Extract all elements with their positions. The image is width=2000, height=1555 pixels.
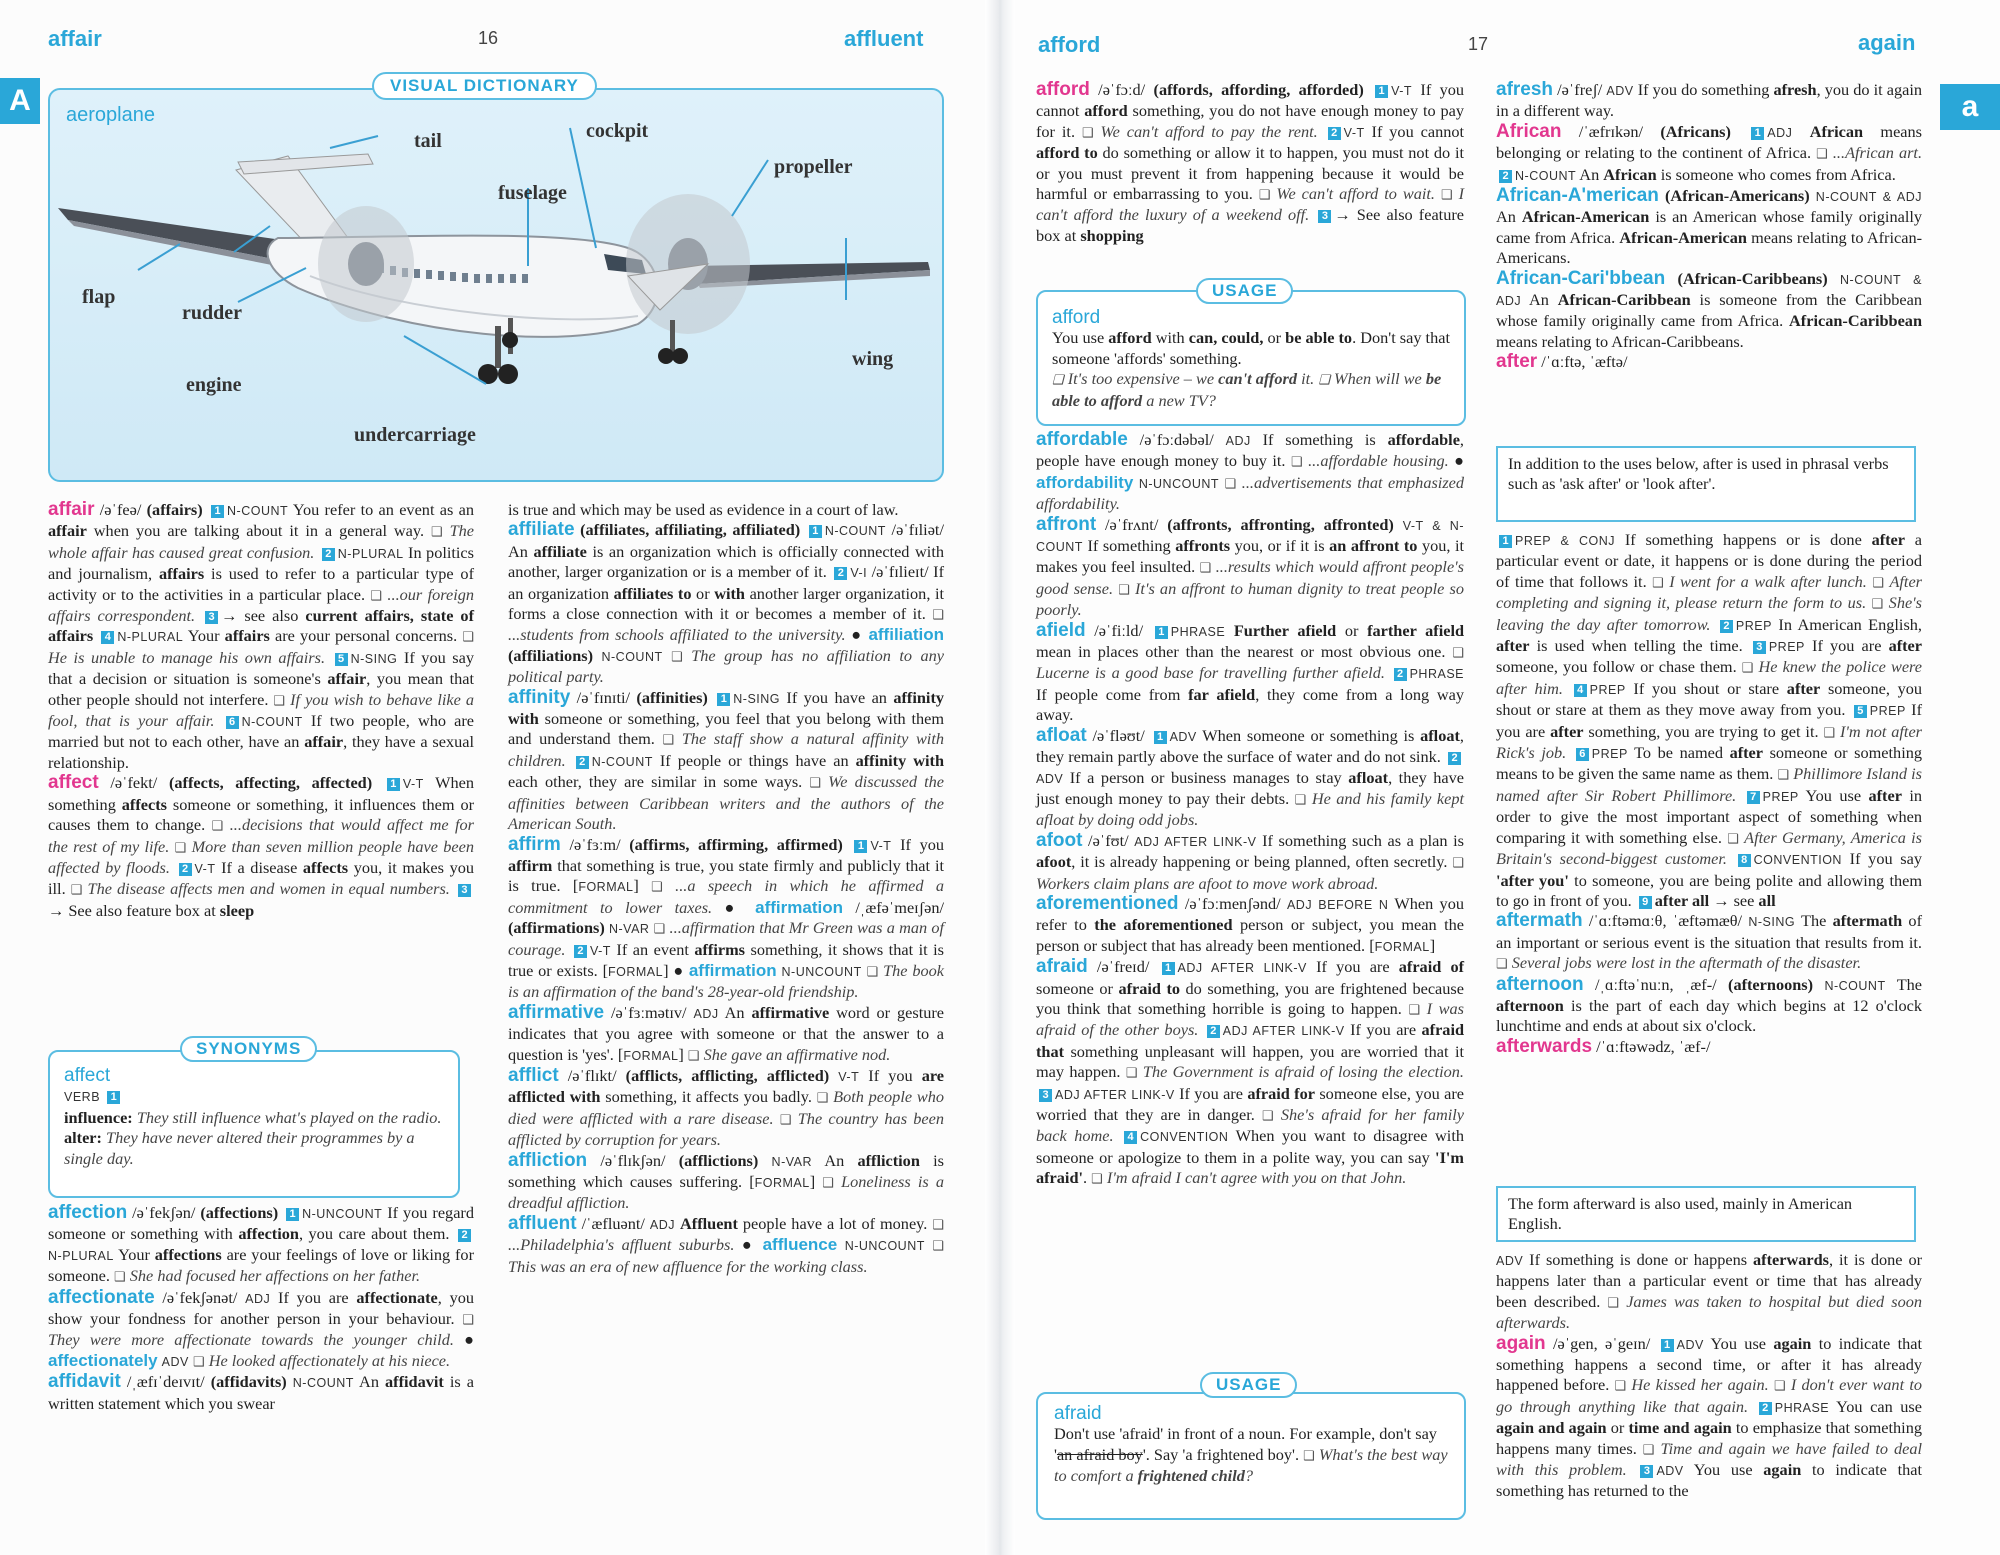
usage-afford-content: afford You use afford with can, could, or be able to. Don't say that someone 'affords' something. ❑ It's too expensive – we can't afford it. ❑ When will we be able to afford a new TV?: [1052, 307, 1450, 410]
synonyms-word: affect: [64, 1065, 111, 1086]
usage-afraid-ex1c: ?: [1244, 1466, 1254, 1486]
page-number-right: 17: [1468, 34, 1489, 54]
usage-afraid-ex1b: frightened child: [1137, 1466, 1245, 1486]
entry-afoot: afoot /əˈfʊt/ ADJ AFTER LINK-V If something such as a plan is afoot, it is already happening or being planned, often secretly. ❑ Workers claim plans are afoot to move work abroad.: [1036, 829, 1464, 893]
label-propeller: propeller: [774, 156, 853, 178]
entry-afield: afield /əˈfiːld/ 1 PHRASE Further afield or farther afield mean in places other than the nearest or most obvious one. ❑ Lucerne is a good base for travelling further afield. 2 PHRASE If people come from far afield, they come from a long way away.: [1036, 619, 1465, 725]
usage-afford-text7: . Don't say that someone 'affords' something.: [1052, 328, 1450, 368]
usage-afraid-ex1: What's the best way to comfort a: [1054, 1444, 1448, 1486]
synonyms-pos: VERB: [64, 1090, 101, 1105]
usage-afford-text6: be able to: [1285, 328, 1353, 348]
usage-afraid-strike: an afraid boy: [1056, 1444, 1143, 1464]
entry-afraid: afraid /əˈfreɪd/ 1 ADJ AFTER LINK-V If you are afraid of someone or afraid to do something, you are frightened because you think that something horrible is going to happen. ❑ I was afraid of the other boys. 2 ADJ AFTER LINK-V If you are afraid that something unpleasant will happen, you are worried that it may happen. ❑ The Government is afraid of losing the election. 3 ADJ AFTER LINK-V If you are afraid for someone else, you are worried that they are in danger. ❑ She's afraid for her family back home. 4 CONVENTION When you want to disagree with someone or apologize to them in a polite way, you can say 'I'm afraid'. ❑ I'm afraid I can't agree with you on that John.: [1036, 956, 1465, 1188]
usage-afford-text3: with: [1155, 328, 1185, 348]
usage-afford-text5: or: [1267, 328, 1282, 348]
label-flap: flap: [82, 286, 116, 308]
usage-afford-ex2: When will we: [1334, 369, 1422, 389]
entry-affidavit: affidavit /ˌæfɪˈdeɪvɪt/ (affidavits) N-COUNT An affidavit is a written statement which you swear: [48, 1371, 474, 1413]
label-rudder: rudder: [182, 302, 242, 324]
usage-afford-text4: can, could,: [1188, 328, 1264, 348]
entry-affront: affront /əˈfrʌnt/ (affronts, affronting, affronted) V-T & N-COUNT If something affronts you, or if it is an affront to you, it makes you feel insulted. ❑ ...results which would affront people's good sense. ❑ It's an affront to human dignity to treat people so poorly.: [1036, 513, 1465, 620]
page16-column1-continued: [48, 1203, 474, 1414]
usage-afford-text1: You use: [1052, 328, 1105, 348]
label-wing: wing: [852, 348, 894, 370]
label-undercarriage: undercarriage: [354, 424, 476, 446]
note-afterwards: The form afterward is also used, mainly in American English.: [1496, 1186, 1916, 1242]
entry-african-caribbean: African-Cari'bbean (African-Caribbeans) N-COUNT & ADJ An African-Caribbean is someone from the Caribbean whose family originally came from Africa. African-Caribbean means relating to African-Caribbeans.: [1496, 267, 1922, 351]
page17-column1-continued: [1036, 430, 1464, 1190]
synonyms-content: [64, 1066, 448, 1169]
visual-dictionary-title: aeroplane: [66, 104, 155, 126]
entry-afflict: afflict /əˈflɪkt/ (afflicts, afflicting, afflicted) V-T If you are afflicted with something, it affects you badly. ❑ Both people who died were afflicted with a rare disease. ❑ The country has been afflicted by corruption for years.: [508, 1064, 945, 1150]
usage-afford-word: afford: [1052, 307, 1101, 328]
label-fuselage: fuselage: [498, 182, 567, 204]
label-tail: tail: [414, 130, 442, 152]
entry-aftermath: aftermath /ˈɑːftəmɑːθ, ˈæftəmæθ/ N-SING The aftermath of an important or serious event is the situation that results from it. ❑ Several jobs were lost in the aftermath of the disaster.: [1496, 910, 1922, 973]
usage-afraid-text1: Don't use 'afraid' in front of a noun. For example, don't say ': [1054, 1424, 1437, 1464]
entry-affiliate: affiliate (affiliates, affiliating, affiliated) 1 N-COUNT /əˈfɪliət/ An affiliate is an organization which is officially connected with another, larger organization or is a member of it. 2 V-I /əˈfɪlieɪt/ If an organization affiliates to or with another larger organization, it forms a close connection with it or becomes a member of it. ❑ ...students from schools affiliated to the university. ● affiliation (affiliations) N-COUNT ❑ The group has no affiliation to any political party.: [508, 519, 945, 687]
label-engine: engine: [186, 374, 242, 396]
entry-afloat: afloat /əˈfləʊt/ 1 ADV When someone or something is afloat, they remain partly above the surface of water and do not sink. 2ADV If a person or business manages to stay afloat, they have just enough money to pay their debts. ❑ He and his family kept afloat by doing odd jobs.: [1036, 724, 1465, 830]
entry-after: 1 PREP & CONJ If something happens or is done after a particular event or date, it happens or is done during the period of time that follows it. ❑ I went for a walk after lunch. ❑ After completing and signing it, please return the form to us. ❑ She's leaving the day after tomorrow. 2 PREP In American English, after is used when telling the time. 3 PREP If you are after someone, you follow or chase them. ❑ He knew the police were after him. 4 PREP If you shout or stare after someone, you shout or stare at them as they move away from you. 5 PREP If you are after something, you are trying to get it. ❑ I'm not after Rick's job. 6 PREP To be named after someone or something means to be given the same name as them. ❑ Phillimore Island is named after Sir Robert Phillimore. 7 PREP You use after in order to give the most important aspect of something when comparing it with something else. ❑ After Germany, America is Britain's second-biggest customer. 8 CONVENTION If you say 'after you' to someone, you are being polite and allowing them to go in front of you. 9 after all → see all: [1496, 530, 1923, 910]
entry-affinity: affinity /əˈfɪnɪti/ (affinities) 1 N-SING If you have an affinity with someone or something, you feel that you belong with them and understand them. ❑ The staff show a natural affinity with children. 2 N-COUNT If people or things have an affinity with each other, they are similar in some ways. ❑ We discussed the affinities between Caribbean writers and the authors of the American South.: [508, 686, 945, 834]
page16-column2: is true and which may be used as evidence in a court of law. affiliate (affiliates, affiliating, affiliated) 1 N-COUNT /əˈfɪliət/ An affiliate is an organization which is officially connected with another, larger organization or is a member of it. 2 V-I /əˈfɪlieɪt/ If an organization affiliates to or with another larger organization, it forms a close connection with it or becomes a member of it. ❑ ...students from schools affiliated to the university. ● affiliation (affiliations) N-COUNT ❑ The group has no affiliation to any political party. affinity /əˈfɪnɪti/ (affinities) 1 N-SING If you have an affinity with someone or something, you feel that you belong with them and understand them. ❑ The staff show a natural affinity with children. 2 N-COUNT If people or things have an affinity with each other, they are similar in some ways. ❑ We discussed the affinities between Caribbean writers and the authors of the American South. affirm /əˈfɜːm/ (affirms, affirming, affirmed) 1 V-T If you affirm that something is true, you state firmly and publicly that it is true. [FORMAL] ❑ ...a speech in which he affirmed a commitment to lower taxes. ● affirmation /ˌæfəˈmeɪʃən/ (affirmations) N-VAR ❑ ...affirmation that Mr Green was a man of courage. 2 V-T If an event affirms something, it shows that it is true or exists. [FORMAL] ● affirmation N-UNCOUNT ❑ The book is an affirmation of the band's 28-year-old friendship. affirmative /əˈfɜːmətɪv/ ADJ An affirmative word or gesture indicates that you agree with someone or that the answer to a question is 'yes'. [FORMAL] ❑ She gave an affirmative nod. afflict /əˈflɪkt/ (afflicts, afflicting, afflicted) V-T If you are afflicted with something, it affects you badly. ❑ Both people who died were afflicted with a rare disease. ❑ The country has been afflicted by corruption for years. affliction /əˈflɪkʃən/ (afflictions) N-VAR An affliction is something which causes suffering. [FORMAL] ❑ Loneliness is a dreadful affliction. affluent /ˈæfluənt/ ADJ Affluent people have a lot of money. ❑ ...Philadelphia's affluent suburbs. ● affluence N-UNCOUNT ❑ This was an era of new affluence for the working class.: [508, 500, 945, 1276]
synonyms-tag: SYNONYMS: [180, 1036, 317, 1062]
entry-affirmative: affirmative /əˈfɜːmətɪv/ ADJ An affirmative word or gesture indicates that you agree with someone or that the answer to a question is 'yes'. [FORMAL] ❑ She gave an affirmative nod.: [508, 1001, 945, 1064]
entry-aforementioned: aforementioned /əˈfɔːmenʃənd/ ADJ BEFORE N When you refer to the aforementioned person or subject, you mean the person or subject that has already been mentioned. [FORMAL]: [1036, 892, 1464, 955]
usage-afford-text2: afford: [1108, 328, 1152, 348]
entry-affluent: affluent /ˈæfluənt/ ADJ Affluent people have a lot of money. ❑ ...Philadelphia's affluent suburbs. ● affluence N-UNCOUNT ❑ This was an era of new affluence for the working class.: [508, 1212, 944, 1276]
entry-affair: affair /əˈfeə/ (affairs) 1 N-COUNT You refer to an event as an affair when you are talking about it in a general way. ❑ The whole affair has caused great confusion. 2 N-PLURAL In politics and journalism, affairs is used to refer to a particular type of activity or to the activities in a particular place. ❑ ...our foreign affairs correspondent. 3 → see also current affairs, state of affairs 4 N-PLURAL Your affairs are your personal concerns. ❑ He is unable to manage his own affairs. 5 N-SING If you say that a decision or situation is someone's affair, you mean that other people should not interfere. ❑ If you wish to behave like a fool, that is your affair. 6 N-COUNT If two people, who are married but not to each other, have an affair, they have a sexual relationship.: [48, 499, 475, 772]
page17-column1: [1036, 80, 1464, 246]
thumb-index-left: A: [0, 78, 40, 124]
usage-afford-ex1: It's too expensive – we: [1067, 369, 1215, 389]
entry-affect: affect /əˈfekt/ (affects, affecting, affected) 1 V-T When something affects someone or something, it influences them or causes them to change. ❑ ...decisions that would affect me for the rest of my life. ❑ More than seven million people have been affected by floods. 2 V-T If a disease affects you, it makes you ill. ❑ The disease affects men and women in equal numbers. 3→ See also feature box at sleep: [48, 772, 475, 920]
usage-afford-ex1c: it.: [1301, 369, 1315, 389]
entry-african: African /ˈæfrɪkən/ (Africans) 1 ADJ African means belonging or relating to the continent of Africa. ❑ ...African art. 2 N-COUNT An African is someone who comes from Africa.: [1496, 120, 1923, 184]
aeroplane-illustration: [48, 88, 940, 478]
book-gutter: [985, 0, 1015, 1555]
entry-affection: affection /əˈfekʃən/ (affections) 1 N-UNCOUNT If you regard someone or something with affection, you care about them. 2N-PLURAL Your affections are your feelings of love or liking for someone. ❑ She had focused her affections on her father.: [48, 1202, 474, 1286]
label-cockpit: cockpit: [586, 120, 649, 142]
entry-african-american: African-A'merican (African-Americans) N-COUNT & ADJ An African-American is an American whose family originally came from Africa. African-American means relating to African-Americans.: [1496, 185, 1923, 268]
usage-afford-ex1b: can't afford: [1218, 369, 1298, 389]
entry-again: again /əˈgen, əˈgeɪn/ 1 ADV You use again to indicate that something happens a second time, or after it has already happened before. ❑ He kissed her again. ❑ I don't ever want to go through anything like that again. 2 PHRASE You can use again and again or time and again to emphasize that something happens many times. ❑ Time and again we have failed to deal with this problem. 3 ADV You use again to indicate that something has returned to the: [1496, 1332, 1923, 1501]
running-head-last-right: again: [1858, 30, 1916, 55]
usage-afford-ex2c: a new TV?: [1146, 390, 1216, 410]
page16-column1: [48, 500, 474, 921]
entry-afterwards-head: afterwards /ˈɑːftəwədz, ˈæf-/: [1496, 1035, 1711, 1057]
usage-afraid-content: afraid Don't use 'afraid' in front of a noun. For example, don't say 'an afraid boy'. Say 'a frightened boy'. ❑ What's the best way to comfort a frightened child?: [1054, 1403, 1448, 1486]
usage-afraid-text2: '. Say 'a frightened boy'.: [1142, 1444, 1300, 1464]
usage-tag-afford: USAGE: [1196, 278, 1293, 304]
entry-affliction: affliction /əˈflɪkʃən/ (afflictions) N-VAR An affliction is something which causes suffering. [FORMAL] ❑ Loneliness is a dreadful affliction.: [508, 1149, 944, 1213]
entry-afternoon: afternoon /ˌɑːftəˈnuːn, ˌæf-/ (afternoons) N-COUNT The afternoon is the part of each day which begins at 12 o'clock lunchtime and ends at about six o'clock.: [1496, 973, 1923, 1036]
running-head-first-right: afford: [1038, 32, 1101, 57]
usage-afford-ex2b: be able to afford: [1052, 369, 1442, 410]
entry-after-head: after /ˈɑːftə, ˈæftə/: [1496, 351, 1628, 373]
entry-afresh: afresh /əˈfreʃ/ ADV If you do something afresh, you do it again in a different way.: [1496, 79, 1923, 121]
synonym-influence: influence:: [64, 1107, 133, 1127]
note-after: In addition to the uses below, after is used in phrasal verbs such as 'ask after' or 'look after'.: [1496, 446, 1916, 522]
running-head-first: affair: [48, 26, 102, 51]
synonym-alter: alter:: [64, 1128, 102, 1148]
visual-dictionary-tag: VISUAL DICTIONARY: [372, 72, 597, 100]
entry-affordable: affordable /əˈfɔːdəbəl/ ADJ If something is affordable, people have enough money to buy it. ❑ ...affordable housing. ● affordability N-UNCOUNT ❑ ...advertisements that emphasized affordability.: [1036, 429, 1465, 514]
synonym-influence-example: They still influence what's played on the radio.: [136, 1107, 442, 1127]
page17-column2: [1496, 80, 1922, 373]
page17-column2-end: [1496, 1250, 1922, 1502]
entry-afford: afford /əˈfɔːd/ (affords, affording, afforded) 1 V-T If you cannot afford something, you do not have enough money to pay for it. ❑ We can't afford to pay the rent. 2 V-T If you cannot afford to do something or allow it to happen, you must not do it or you must prevent it from happening because it would be harmful or embarrassing to you. ❑ We can't afford to wait. ❑ I can't afford the luxury of a weekend off. 3 → See also feature box at shopping: [1036, 79, 1465, 245]
thumb-index-right: a: [1940, 84, 2000, 130]
page17-column2-continued: [1496, 530, 1922, 1057]
page-number-left: 16: [478, 28, 499, 48]
usage-afraid-word: afraid: [1054, 1403, 1102, 1424]
running-head-last: affluent: [844, 26, 924, 51]
usage-tag-afraid: USAGE: [1200, 1372, 1297, 1398]
entry-affectionate: affectionate /əˈfekʃənət/ ADJ If you are affectionate, you show your fondness for another person in your behaviour. ❑ They were more affectionate towards the younger child. ● affectionately ADV ❑ He looked affectionately at his niece.: [48, 1286, 475, 1370]
synonym-alter-example: They have never altered their programmes by a single day.: [64, 1128, 415, 1168]
synonyms-sense: 1: [107, 1091, 120, 1104]
entry-afterwards: ADV If something is done or happens afterwards, it is done or happens later than a particular event or time that has already been described. ❑ James was taken to hospital but died soon afterwards.: [1496, 1250, 1923, 1333]
entry-affirm: affirm /əˈfɜːm/ (affirms, affirming, affirmed) 1 V-T If you affirm that something is true, you state firmly and publicly that it is true. [FORMAL] ❑ ...a speech in which he affirmed a commitment to lower taxes. ● affirmation /ˌæfəˈmeɪʃən/ (affirmations) N-VAR ❑ ...affirmation that Mr Green was a man of courage. 2 V-T If an event affirms something, it shows that it is true or exists. [FORMAL] ● affirmation N-UNCOUNT ❑ The book is an affirmation of the band's 28-year-old friendship.: [508, 833, 945, 1002]
